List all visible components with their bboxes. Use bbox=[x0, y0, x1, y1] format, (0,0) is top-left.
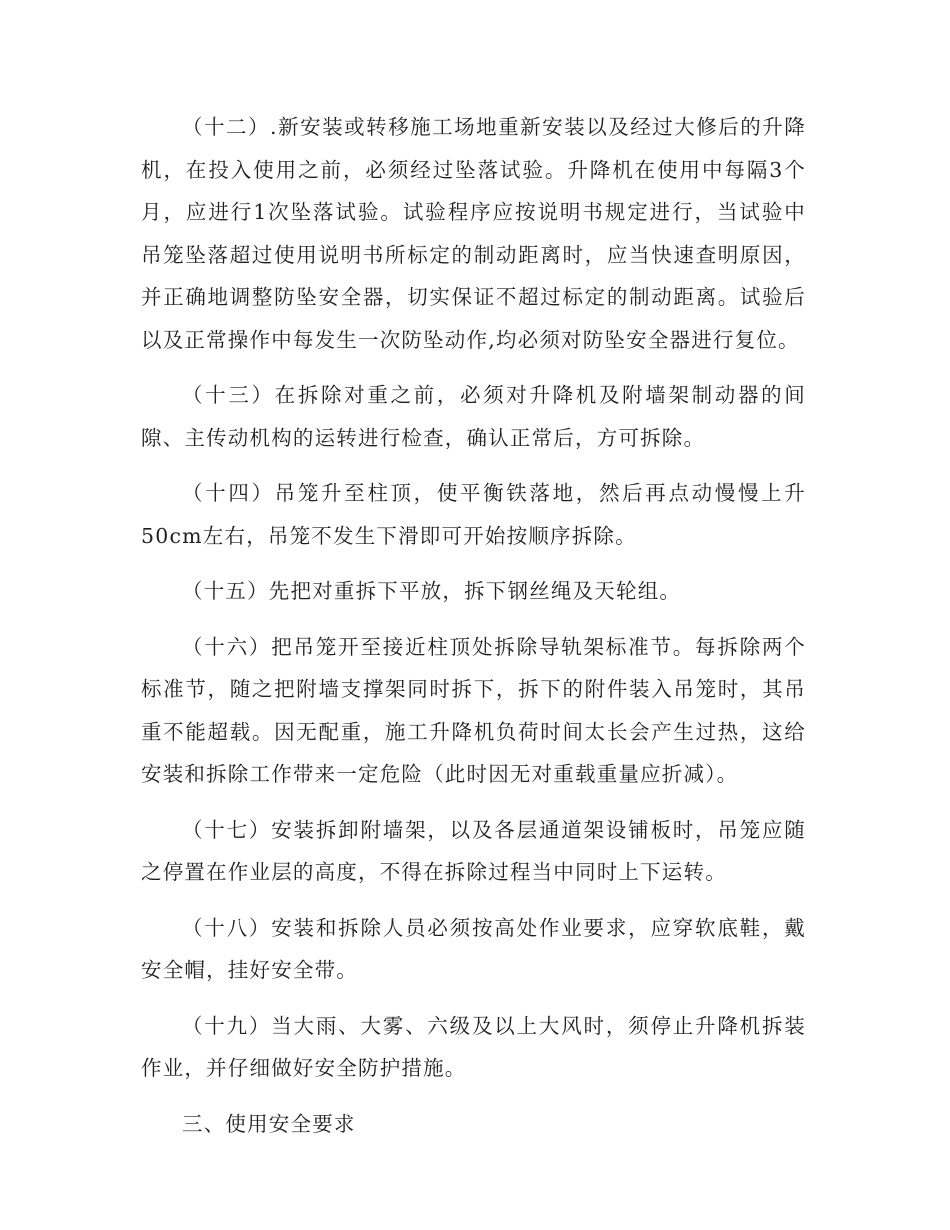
paragraph-14: （十四）吊笼升至柱顶，使平衡铁落地，然后再点动慢慢上升50cm左右，吊笼不发生下滑即可开始按顺序拆除。 bbox=[141, 481, 806, 548]
paragraph-19: （十九）当大雨、大雾、六级及以上大风时，须停止升降机拆装作业，并仔细做好安全防护措施。 bbox=[141, 1013, 806, 1080]
paragraph-13: （十三）在拆除对重之前，必须对升降机及附墙架制动器的间隙、主传动机构的运转进行检查，确认正常后，方可拆除。 bbox=[141, 383, 806, 450]
document-body bbox=[141, 106, 806, 1145]
paragraph-18: （十八）安装和拆除人员必须按高处作业要求，应穿软底鞋，戴安全帽，挂好安全带。 bbox=[141, 915, 806, 982]
paragraph-15: （十五）先把对重拆下平放，拆下钢丝绳及天轮组。 bbox=[182, 579, 682, 603]
section-heading: 三、使用安全要求 bbox=[182, 1111, 356, 1136]
paragraph-16: （十六）把吊笼开至接近柱顶处拆除导轨架标准节。每拆除两个标准节，随之把附墙支撑架同时拆下，拆下的附件装入吊笼时，其吊重不能超载。因无配重，施工升降机负荷时间太长会产生过热，这给安装和拆除工作带来一定危险（此时因无对重载重量应折减）。 bbox=[141, 634, 806, 786]
paragraph-17: （十七）安装拆卸附墙架，以及各层通道架设铺板时，吊笼应随之停置在作业层的高度，不得在拆除过程当中同时上下运转。 bbox=[141, 817, 806, 884]
paragraph-12: （十二）.新安装或转移施工场地重新安装以及经过大修后的升降机，在投入使用之前，必须经过坠落试验。升降机在使用中每隔3个月，应进行1次坠落试验。试验程序应按说明书规定进行，当试验中吊笼坠落超过使用说明书所标定的制动距离时，应当快速查明原因，并正确地调整防坠安全器，切实保证不超过标定的制动距离。试验后以及正常操作中每发生一次防坠动作,均必须对防坠安全器进行复位。 bbox=[141, 115, 806, 352]
